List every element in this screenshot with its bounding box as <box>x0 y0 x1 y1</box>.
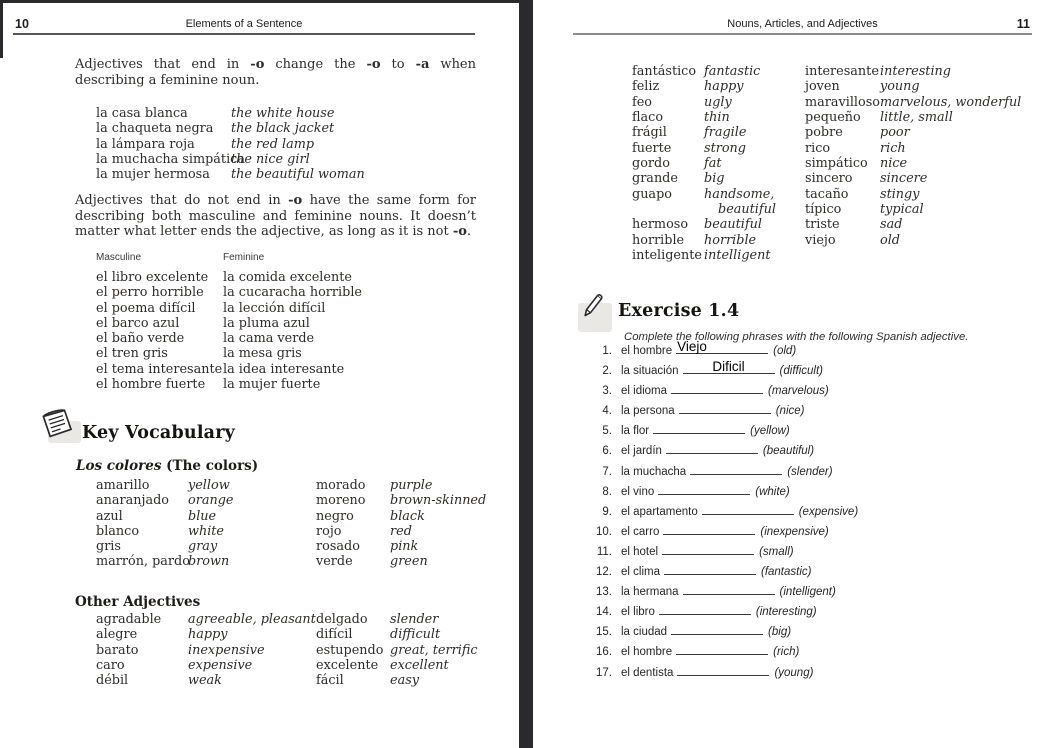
english-translation: the white house <box>231 106 335 121</box>
masculine-phrase: el tren gris <box>96 346 168 362</box>
english-translation: excellent <box>390 657 449 673</box>
english-translation: big <box>704 171 725 187</box>
exercise-item <box>594 624 1034 644</box>
spanish-term: rosado <box>316 539 360 555</box>
spanish-term: flaco <box>632 110 664 126</box>
spanish-term: tacaño <box>805 186 849 202</box>
exercise-item <box>594 443 1034 463</box>
spanish-term: azul <box>96 508 123 524</box>
spanish-term: amarillo <box>96 478 150 493</box>
item-noun: el clima <box>621 566 660 579</box>
item-number: 12. <box>596 566 612 579</box>
english-translation: great, terrific <box>390 642 478 658</box>
colors-subheading-english: (The colors) <box>161 458 259 474</box>
item-hint: (slender) <box>787 465 833 478</box>
english-translation: orange <box>188 493 234 509</box>
exercise-item <box>594 644 1034 664</box>
english-translation: fat <box>704 156 722 172</box>
english-translation: beautiful <box>704 217 762 233</box>
spanish-term: simpático <box>805 156 868 172</box>
answer-blank-field[interactable] <box>683 584 775 595</box>
feminine-phrase: la cucaracha horrible <box>223 285 362 301</box>
answer-blank-field[interactable] <box>679 403 771 414</box>
english-translation: typical <box>880 202 924 218</box>
answer-blank-field[interactable] <box>653 423 745 434</box>
spanish-term: viejo <box>805 232 836 248</box>
item-hint: (small) <box>759 545 794 558</box>
item-number: 1. <box>602 345 612 357</box>
exercise-item <box>594 383 1034 403</box>
exercise-item <box>594 564 1034 584</box>
item-hint: (difficult) <box>779 365 823 378</box>
viewer-left-edge <box>0 0 3 58</box>
answer-blank-field[interactable] <box>683 359 775 375</box>
item-hint: (rich) <box>773 646 800 659</box>
item-hint: (white) <box>755 485 790 498</box>
spanish-term: maravilloso <box>805 94 880 110</box>
spanish-term: interesante <box>805 64 879 79</box>
spanish-term: hermoso <box>632 217 689 233</box>
item-noun: la hermana <box>621 586 679 599</box>
item-noun: la persona <box>621 405 675 418</box>
answer-blank-field[interactable] <box>662 544 754 555</box>
item-hint: (expensive) <box>798 505 859 518</box>
left-running-head <box>13 17 475 35</box>
item-number: 10. <box>596 525 612 538</box>
exercise-item <box>594 504 1034 524</box>
answer-blank-field[interactable] <box>690 464 782 475</box>
item-number: 5. <box>602 425 612 438</box>
spanish-term: verde <box>316 554 353 570</box>
item-noun: el hombre <box>621 646 673 659</box>
english-translation: brown <box>188 554 230 570</box>
rule-paragraph: Adjectives that do not end in -o have the same form for describing both masculine and feminine nouns. It doesn’t matter what letter ends the adjective, as long as it is not -o. <box>75 193 476 240</box>
spanish-term: anaranjado <box>96 493 169 509</box>
item-number: 9. <box>602 505 612 518</box>
english-translation: the red lamp <box>231 136 315 152</box>
left-page-number: 10 <box>15 17 29 31</box>
item-hint: (yellow) <box>750 425 790 438</box>
answer-blank-field[interactable] <box>677 665 769 676</box>
spanish-term <box>805 248 880 263</box>
spanish-term: típico <box>805 202 842 218</box>
english-translation: black <box>390 508 425 524</box>
spanish-term: feliz <box>632 79 660 95</box>
english-translation: the nice girl <box>231 151 310 167</box>
english-translation: inexpensive <box>188 642 265 658</box>
english-translation: purple <box>390 478 433 493</box>
item-noun: el jardín <box>621 445 662 458</box>
exercise-item <box>594 423 1034 443</box>
feminine-phrase: la idea interesante <box>223 361 345 377</box>
item-number: 6. <box>602 445 612 458</box>
english-translation: nice <box>880 156 908 172</box>
spanish-term: guapo <box>632 186 672 202</box>
english-translation: strong <box>704 140 746 156</box>
masculine-phrase: el baño verde <box>96 331 185 347</box>
item-hint: (interesting) <box>755 606 817 619</box>
english-translation: the black jacket <box>231 121 335 137</box>
feminine-phrase: la pluma azul <box>223 315 310 331</box>
spanish-term: caro <box>96 657 125 673</box>
masculine-column-header: Masculine <box>96 252 142 263</box>
item-hint: (big) <box>768 626 792 639</box>
masculine-phrase: el tema interesante <box>96 361 223 377</box>
item-hint: (fantastic) <box>760 566 812 579</box>
exercise-title: Exercise 1.4 <box>618 301 740 321</box>
english-translation: weak <box>188 673 222 689</box>
key-vocabulary-title: Key Vocabulary <box>82 423 235 443</box>
english-translation: difficult <box>390 627 441 643</box>
exercise-instruction: Complete the following phrases with the following Spanish adjective. <box>624 331 969 343</box>
english-translation: yellow <box>188 478 230 493</box>
item-noun: el vino <box>621 485 655 498</box>
english-translation: expensive <box>188 657 253 673</box>
item-noun: la ciudad <box>621 626 668 639</box>
spanish-phrase: la chaqueta negra <box>96 121 214 137</box>
masculine-phrase: el libro excelente <box>96 270 209 285</box>
item-hint: (old) <box>773 345 797 357</box>
spanish-term: agradable <box>96 612 162 627</box>
spanish-term: triste <box>805 217 840 233</box>
typed-answer[interactable]: Dificil <box>712 359 745 375</box>
spanish-term: joven <box>805 79 840 95</box>
gender-comparison-table <box>96 270 362 392</box>
spanish-term: horrible <box>632 232 685 248</box>
spanish-term: gordo <box>632 156 670 172</box>
spanish-term: grande <box>632 171 678 187</box>
exercise-item <box>594 544 1034 564</box>
item-number: 4. <box>602 405 612 418</box>
english-translation: pink <box>390 539 419 555</box>
right-page-number: 11 <box>1016 17 1030 31</box>
english-translation: rich <box>880 140 906 156</box>
item-hint: (inexpensive) <box>760 525 829 538</box>
item-number: 14. <box>596 606 612 619</box>
english-translation: stingy <box>880 186 920 202</box>
english-translation: red <box>390 523 412 539</box>
exercise-item-list <box>594 339 1034 685</box>
spanish-term: blanco <box>96 523 140 539</box>
english-translation: happy <box>188 627 228 643</box>
english-translation: thin <box>704 110 730 126</box>
item-noun: la muchacha <box>621 465 687 478</box>
english-translation: blue <box>188 508 217 524</box>
spanish-term: rojo <box>316 523 342 539</box>
intro-paragraph: Adjectives that end in -o change the -o to -a when describing a feminine noun. <box>75 57 477 88</box>
spanish-term: delgado <box>316 612 368 627</box>
exercise-item <box>594 604 1034 624</box>
spanish-term: pobre <box>805 125 843 141</box>
spanish-term: rico <box>805 140 831 156</box>
feminine-examples-list <box>96 106 365 182</box>
spanish-term: fantástico <box>632 64 697 79</box>
right-running-head <box>573 17 1032 35</box>
english-translation: fantastic <box>704 64 761 79</box>
answer-blank-field[interactable] <box>663 524 755 535</box>
spanish-term: pequeño <box>805 110 861 126</box>
right-page <box>533 0 1045 748</box>
feminine-phrase: la mesa gris <box>223 346 302 362</box>
spanish-term: alegre <box>96 627 138 643</box>
english-translation: gray <box>188 539 218 555</box>
english-translation: young <box>880 79 920 95</box>
answer-blank-field[interactable] <box>664 564 756 575</box>
english-translation: the beautiful woman <box>231 167 365 183</box>
page-gutter <box>519 0 533 748</box>
answer-blank-field[interactable] <box>676 644 768 655</box>
spanish-phrase: la muchacha simpática <box>96 151 245 167</box>
spanish-term: sincero <box>805 171 853 187</box>
item-number: 8. <box>602 485 612 498</box>
answer-blank-field[interactable] <box>666 443 758 454</box>
english-translation: agreeable, pleasant <box>188 612 316 627</box>
item-hint: (marvelous) <box>768 385 829 398</box>
spanish-term: excelente <box>316 657 379 673</box>
item-hint: (intelligent) <box>779 586 836 599</box>
english-translation: handsome, <box>704 186 775 202</box>
spanish-term: moreno <box>316 493 366 509</box>
item-noun: el carro <box>621 525 660 538</box>
item-number: 13. <box>596 586 612 599</box>
english-translation: ugly <box>704 94 732 110</box>
spanish-phrase: la casa blanca <box>96 106 188 121</box>
exercise-item <box>594 464 1034 484</box>
spanish-term: gris <box>96 539 121 555</box>
answer-blank-field[interactable] <box>658 484 750 495</box>
left-running-head-title: Elements of a Sentence <box>185 18 303 30</box>
item-hint: (nice) <box>775 405 805 418</box>
item-noun: la flor <box>621 425 650 438</box>
spanish-term: frágil <box>632 125 667 141</box>
left-page <box>0 0 519 748</box>
spanish-term: difícil <box>316 627 353 643</box>
english-translation: intelligent <box>704 248 771 264</box>
spanish-phrase: la lámpara roja <box>96 136 195 152</box>
answer-blank-field[interactable] <box>702 504 794 515</box>
masculine-phrase: el hombre fuerte <box>96 377 206 393</box>
item-number: 11. <box>596 545 612 558</box>
spanish-term: morado <box>316 478 366 493</box>
adjectives-vocab-table <box>632 64 1021 263</box>
english-translation: poor <box>880 125 910 141</box>
feminine-phrase: la lección difícil <box>223 300 326 316</box>
right-running-head-title: Nouns, Articles, and Adjectives <box>727 18 878 30</box>
other-adjectives-subheading: Other Adjectives <box>75 594 201 610</box>
english-translation: slender <box>390 612 439 627</box>
item-noun: el dentista <box>621 666 674 679</box>
answer-blank-field[interactable] <box>659 604 751 615</box>
pencil-icon <box>571 286 611 330</box>
item-noun: la situación <box>621 365 679 378</box>
spanish-term: negro <box>316 508 354 524</box>
spanish-term: inteligente <box>632 248 702 264</box>
english-translation: fragile <box>704 125 747 141</box>
answer-blank-field[interactable] <box>676 339 768 354</box>
masculine-phrase: el poema difícil <box>96 300 196 316</box>
spanish-term: feo <box>632 94 653 110</box>
exercise-item <box>594 403 1034 423</box>
notes-icon <box>36 404 78 444</box>
item-number: 2. <box>602 365 612 378</box>
item-hint: (beautiful) <box>762 445 815 458</box>
exercise-item <box>594 584 1034 604</box>
item-number: 16. <box>596 646 612 659</box>
item-number: 15. <box>596 626 612 639</box>
colors-subheading <box>76 458 258 474</box>
spanish-phrase: la mujer hermosa <box>96 167 210 183</box>
exercise-item <box>594 665 1034 685</box>
colors-vocab-table <box>96 478 486 570</box>
english-translation <box>880 248 1021 263</box>
english-translation: interesting <box>880 64 951 79</box>
spanish-term: fuerte <box>632 140 672 156</box>
colors-subheading-spanish: Los colores <box>76 458 162 474</box>
item-noun: el hombre <box>621 345 673 357</box>
masculine-phrase: el perro horrible <box>96 285 204 301</box>
feminine-phrase: la cama verde <box>223 331 315 347</box>
english-translation: horrible <box>704 232 757 248</box>
english-translation: old <box>880 232 900 248</box>
exercise-item <box>594 359 1034 383</box>
exercise-item <box>594 524 1034 544</box>
item-noun: el apartamento <box>621 505 698 518</box>
item-noun: el idioma <box>621 385 668 398</box>
english-translation: green <box>390 554 428 570</box>
item-hint: (young) <box>774 666 814 679</box>
spanish-term: barato <box>96 642 139 658</box>
exercise-item <box>594 339 1034 363</box>
spanish-term: marrón, pardo <box>96 554 190 570</box>
item-number: 7. <box>602 465 612 478</box>
item-noun: el hotel <box>621 545 659 558</box>
spanish-term: estupendo <box>316 642 384 658</box>
other-adjectives-table <box>96 612 478 688</box>
typed-answer[interactable]: Viejo <box>677 339 707 354</box>
english-translation: easy <box>390 673 419 689</box>
item-number: 3. <box>602 385 612 398</box>
feminine-phrase: la mujer fuerte <box>223 377 321 393</box>
answer-blank-field[interactable] <box>671 383 763 394</box>
english-translation: marvelous, wonderful <box>880 94 1022 110</box>
english-translation: brown-skinned <box>390 493 487 509</box>
english-translation: little, small <box>880 110 953 126</box>
english-translation: sincere <box>880 171 928 187</box>
feminine-phrase: la comida excelente <box>223 270 352 285</box>
spanish-term <box>632 202 704 217</box>
spanish-term: fácil <box>316 673 344 689</box>
english-translation: white <box>188 523 225 539</box>
item-noun: el libro <box>621 606 655 619</box>
spanish-term: débil <box>96 673 129 689</box>
answer-blank-field[interactable] <box>671 624 763 635</box>
english-translation: beautiful <box>718 202 776 218</box>
english-translation: sad <box>880 217 903 233</box>
item-number: 17. <box>596 666 612 679</box>
english-translation: happy <box>704 79 744 95</box>
exercise-item <box>594 484 1034 504</box>
masculine-phrase: el barco azul <box>96 315 180 331</box>
feminine-column-header: Feminine <box>223 252 265 263</box>
